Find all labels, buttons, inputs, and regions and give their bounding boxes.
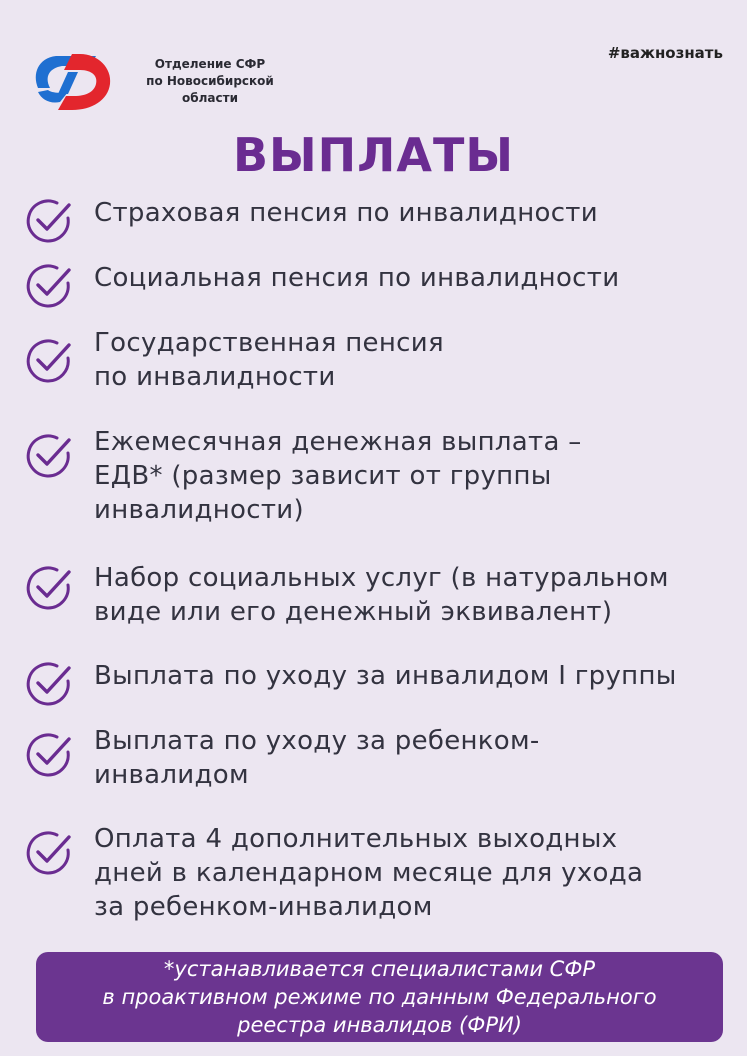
list-item <box>24 659 737 709</box>
sfr-logo <box>28 42 114 114</box>
org-line-1: Отделение СФР <box>154 57 266 71</box>
check-circle-icon <box>24 336 74 386</box>
footnote-line: *устанавливается специалистами СФР <box>163 957 596 981</box>
item-line: Ежемесячная денежная выплата – <box>94 427 582 457</box>
item-text <box>94 425 582 527</box>
item-line: по инвалидности <box>94 362 336 392</box>
list-item <box>24 425 737 527</box>
check-circle-icon <box>24 431 74 481</box>
item-text <box>94 724 540 792</box>
item-line: за ребенком-инвалидом <box>94 892 433 922</box>
item-line: инвалидности) <box>94 495 304 525</box>
item-line: Выплата по уходу за ребенком- <box>94 726 540 756</box>
item-text <box>94 326 444 394</box>
check-circle-icon <box>24 659 74 709</box>
org-line-2: по Новосибирской <box>146 74 274 88</box>
check-circle-icon <box>24 730 74 780</box>
item-line: дней в календарном месяце для ухода <box>94 858 644 888</box>
item-text <box>94 659 677 693</box>
item-line: Социальная пенсия по инвалидности <box>94 263 620 293</box>
item-line: инвалидом <box>94 760 249 790</box>
hashtag: #важнознать <box>607 44 723 62</box>
footnote-line: реестра инвалидов (ФРИ) <box>237 1013 522 1037</box>
item-line: Оплата 4 дополнительных выходных <box>94 824 618 854</box>
list-item <box>24 561 737 629</box>
item-line: ЕДВ* (размер зависит от группы <box>94 461 552 491</box>
item-text <box>94 822 643 924</box>
check-circle-icon <box>24 563 74 613</box>
check-circle-icon <box>24 261 74 311</box>
item-text <box>94 261 619 295</box>
list-item <box>24 822 737 924</box>
footnote-line: в проактивном режиме по данным Федерального <box>102 985 657 1009</box>
item-text <box>94 196 598 230</box>
list-item <box>24 261 737 311</box>
footnote-box <box>36 952 723 1042</box>
item-line: Государственная пенсия <box>94 328 444 358</box>
item-line: виде или его денежный эквивалент) <box>94 597 613 627</box>
check-circle-icon <box>24 828 74 878</box>
list-item <box>24 724 737 792</box>
check-circle-icon <box>24 196 74 246</box>
item-text <box>94 561 669 629</box>
org-name <box>140 56 280 107</box>
list-item <box>24 326 737 394</box>
item-line: Страховая пенсия по инвалидности <box>94 198 598 228</box>
list-item <box>24 196 737 246</box>
org-line-3: области <box>182 91 238 105</box>
item-line: Набор социальных услуг (в натуральном <box>94 563 669 593</box>
page-title: ВЫПЛАТЫ <box>232 128 515 182</box>
item-line: Выплата по уходу за инвалидом I группы <box>94 661 677 691</box>
